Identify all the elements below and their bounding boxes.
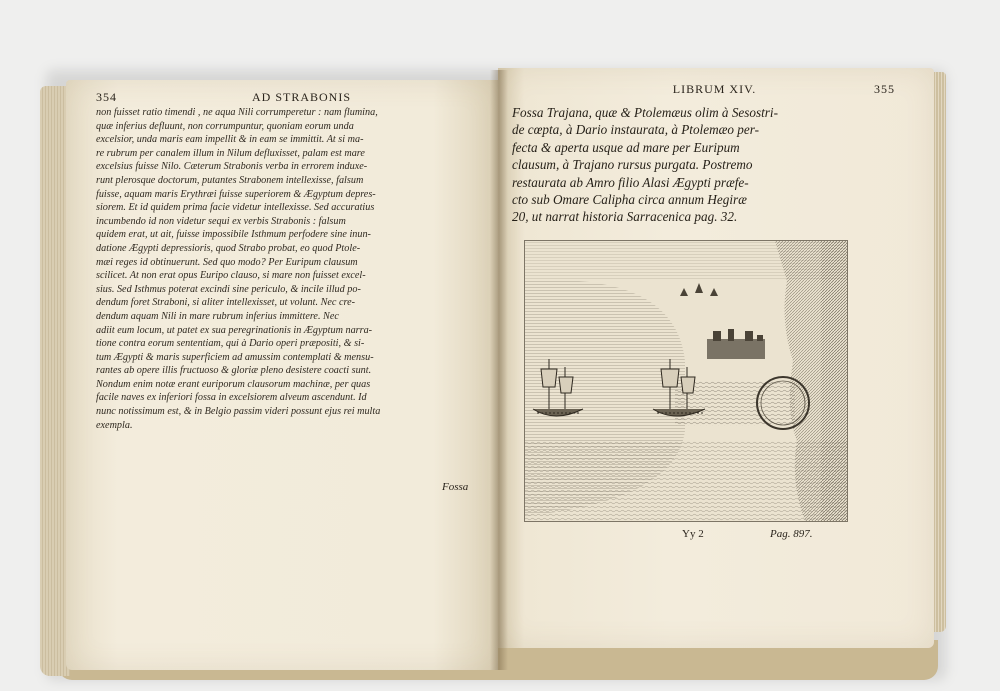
left-line: scilicet. At non erat opus Euripo clauso, si mare non fuisset excel- — [96, 270, 366, 282]
right-body-text — [512, 104, 842, 226]
engraved-plate-illustration — [524, 240, 848, 522]
left-line: dendum foret Straboni, si aliter intellexisset, ut volunt. Nec cre- — [96, 297, 355, 309]
right-page-number: 355 — [873, 82, 895, 96]
left-line: incumbendo id non videtur sequi ex verbis Strabonis : falsum — [96, 215, 346, 227]
right-line: Fossa Trajana, quæ & Ptolemæus olim à Sesostri- — [512, 105, 778, 120]
left-line: Nondum enim notæ erant euriporum clausorum machinæ, per quas — [96, 378, 371, 390]
left-line: runt plerosque doctorum, putantes Strabonem intellexisse, falsum — [96, 174, 364, 186]
left-catchword: Fossa — [442, 481, 469, 493]
left-body-text — [96, 106, 491, 432]
right-running-head — [555, 82, 895, 97]
left-running-head — [96, 90, 486, 105]
right-line: de cœpta, à Dario instaurata, à Ptolemæo per- — [512, 122, 759, 138]
plate-reference: Pag. 897. — [770, 528, 813, 540]
right-running-title: LIBRUM XIV. — [672, 82, 757, 96]
left-line: facile naves ex inferiori fossa in excelsiorem alveum ascendunt. Id — [96, 392, 367, 404]
engraving-canal-ships — [525, 241, 847, 521]
right-line: clausum, à Trajano rursus purgata. Postremo — [512, 157, 753, 173]
left-line: tum Ægypti & maris superficiem ad amussim contemplati & mensu- — [96, 351, 374, 363]
left-line: quæ inferius defluunt, non corrumpuntur, quoniam eorum unda — [96, 120, 354, 132]
book-gutter — [490, 70, 508, 670]
left-line: excelsior, unda maris eam impellit & in eam se immittit. At si ma- — [96, 134, 364, 146]
right-line: 20, ut narrat historia Sarracenica pag. 32. — [512, 209, 738, 225]
left-line: re rubrum per canalem illum in Nilum defluxisset, palam est mare — [96, 147, 365, 159]
left-line: exempla. — [96, 419, 133, 431]
right-line: cto sub Omare Calipha circa annum Hegiræ — [512, 192, 747, 208]
left-line: excelsius fuisse Nilo. Cæterum Strabonis verba in errorem induxe- — [96, 161, 368, 173]
left-line: mæi reges id obtinuerunt. Sed quo modo? Per Euripum clausum — [96, 256, 358, 268]
right-line: fecta & aperta usque ad mare per Euripum — [512, 139, 740, 155]
left-line: sius. Sed Isthmus poterat excindi sine periculo, & incile illud po- — [96, 283, 361, 295]
left-line: dendum aquam Nili in mare rubrum inferius immittere. Nec — [96, 310, 339, 322]
signature-mark: Yy 2 — [682, 528, 704, 540]
left-line: non fuisset ratio timendi , ne aqua Nili corrumperetur : nam flumina, — [96, 107, 378, 118]
left-line: quidem erat, ut ait, fuisse impossibile Isthmum perfodere sine inun- — [96, 229, 371, 241]
left-page-number: 354 — [96, 90, 117, 104]
right-line: restaurata ab Amro filio Alasi Ægypti præfe- — [512, 174, 749, 190]
left-line: datione Ægypti depressioris, quod Strabo probat, eo quod Ptole- — [96, 242, 361, 254]
left-line: siorem. Et id quidem prima facie videtur intellexisse. Sed accuratius — [96, 202, 375, 214]
left-line: rantes ab opere illis fructuoso & gloriæ pleno desistere coacti sunt. — [96, 365, 372, 377]
left-line: tione contra eorum sententiam, qui à Dario operi præpositi, & si- — [96, 338, 365, 350]
left-line: fuisse, aquam maris Erythræi fuisse superiorem & Ægyptum depres- — [96, 188, 376, 200]
left-line: adiit eum locum, ut patet ex sua peregrinationis in Ægyptum narra- — [96, 324, 373, 336]
left-running-title: AD STRABONIS — [251, 90, 351, 104]
left-line: nunc notissimum est, & in Belgio passim videri possunt ejus rei multa — [96, 406, 381, 418]
